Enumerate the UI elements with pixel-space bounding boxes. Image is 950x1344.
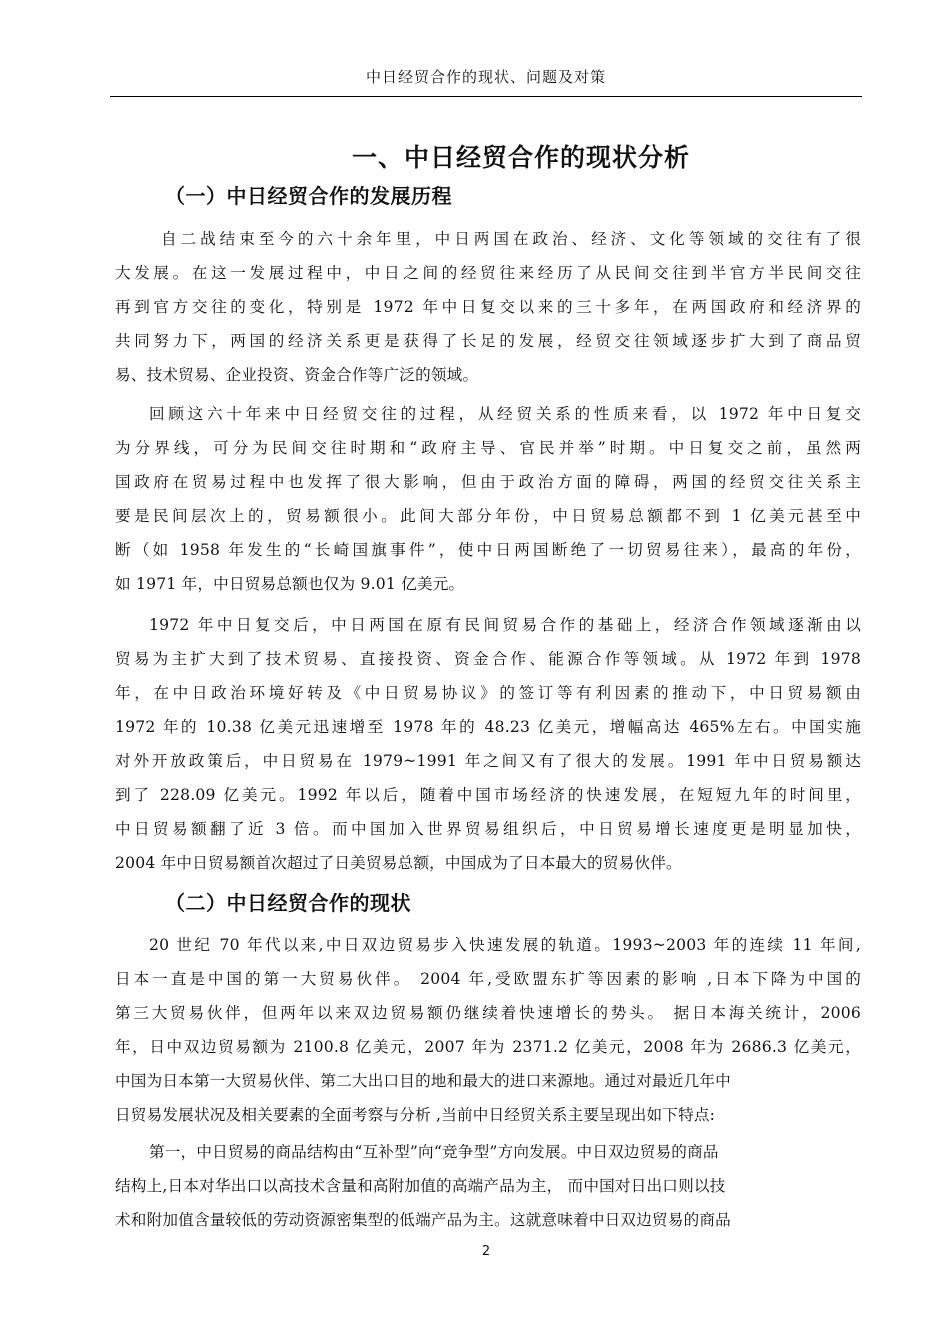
text-line: 对外开放政策后，中日贸易在 1979~1991 年之间又有了很大的发展。1991 年中日贸易额达 — [115, 752, 861, 770]
text-line: 1972 年的 10.38 亿美元迅速增至 1978 年的 48.23 亿美元，增幅高达 465%左右。中国实施 — [115, 718, 861, 736]
text-line: 20 世纪 70 年代以来,中日双边贸易步入快速发展的轨道。1993~2003 年的连续 11 年间, — [149, 936, 861, 954]
text-line: 2004 年中日贸易额首次超过了日美贸易总额，中国成为了日本最大的贸易伙伴。 — [115, 854, 682, 872]
running-header: 中日经贸合作的现状、问题及对策 — [365, 68, 606, 86]
text-line: 年，在中日政治环境好转及《中日贸易协议》的签订等有利因素的推动下，中日贸易额由 — [115, 684, 861, 702]
text-line: 第三大贸易伙伴，但两年以来双边贸易额仍继续着快速增长的势头。 据日本海关统计，2006 — [115, 1004, 861, 1022]
text-line: 再到官方交往的变化，特别是 1972 年中日复交以来的三十多年，在两国政府和经济界的 — [115, 298, 861, 316]
text-line: 到了 228.09 亿美元。1992 年以后，随着中国市场经济的快速发展，在短短九年的时间里， — [115, 786, 861, 804]
text-line: 结构上,日本对华出口以高技术含量和高附加值的高端产品为主， 而中国对日出口则以技 — [115, 1177, 726, 1195]
text-line: 日贸易发展状况及相关要素的全面考察与分析 ,当前中日经贸关系主要呈现出如下特点: — [115, 1106, 716, 1124]
text-line: 易、技术贸易、企业投资、资金合作等广泛的领域。 — [115, 366, 479, 384]
text-line: 第一，中日贸易的商品结构由“互补型”向“竞争型”方向发展。中日双边贸易的商品 — [149, 1143, 719, 1161]
section-title: 一、中日经贸合作的现状分析 — [351, 143, 690, 172]
page-number: 2 — [481, 1244, 491, 1259]
text-line: 日本一直是中国的第一大贸易伙伴。 2004 年,受欧盟东扩等因素的影响 ,日本下降为中国的 — [115, 970, 861, 988]
header-rule — [110, 96, 862, 97]
text-line: 1972 年中日复交后，中日两国在原有民间贸易合作的基础上，经济合作领域逐渐由以 — [149, 616, 861, 634]
subsection-title-1: （一）中日经贸合作的发展历程 — [165, 184, 452, 208]
text-line: 国政府在贸易过程中也发挥了很大影响，但由于政治方面的障碍，两国的经贸交往关系主 — [115, 473, 861, 491]
text-line: 自二战结束至今的六十余年里，中日两国在政治、经济、文化等领域的交往有了很 — [161, 230, 861, 248]
text-line: 共同努力下，两国的经济关系更是获得了长足的发展，经贸交往领域逐步扩大到了商品贸 — [115, 332, 861, 350]
text-line: 贸易为主扩大到了技术贸易、直接投资、资金合作、能源合作等领域。从 1972 年到 1978 — [115, 650, 861, 668]
subsection-title-2: （二）中日经贸合作的现状 — [165, 891, 411, 915]
text-line: 要是民间层次上的，贸易额很小。此间大部分年份，中日贸易总额都不到 1 亿美元甚至中 — [115, 507, 861, 525]
text-line: 如 1971 年，中日贸易总额也仅为 9.01 亿美元。 — [115, 575, 465, 593]
text-line: 回顾这六十年来中日经贸交往的过程，从经贸关系的性质来看，以 1972 年中日复交 — [149, 405, 861, 423]
text-line: 年，日中双边贸易额为 2100.8 亿美元，2007 年为 2371.2 亿美元，2008 年为 2686.3 亿美元， — [115, 1038, 861, 1056]
text-line: 断（如 1958 年发生的“长崎国旗事件”，使中日两国断绝了一切贸易往来），最高的年份， — [115, 541, 861, 559]
text-line: 术和附加值含量较低的劳动资源密集型的低端产品为主。这就意味着中日双边贸易的商品 — [115, 1211, 731, 1229]
text-line: 中国为日本第一大贸易伙伴、第二大出口目的地和最大的进口来源地。通过对最近几年中 — [115, 1072, 731, 1090]
text-line: 为分界线，可分为民间交往时期和“政府主导、官民并举”时期。中日复交之前，虽然两 — [115, 439, 861, 457]
text-line: 中日贸易额翻了近 3 倍。而中国加入世界贸易组织后，中日贸易增长速度更是明显加快， — [115, 820, 861, 838]
text-line: 大发展。在这一发展过程中，中日之间的经贸往来经历了从民间交往到半官方半民间交往 — [115, 264, 861, 282]
